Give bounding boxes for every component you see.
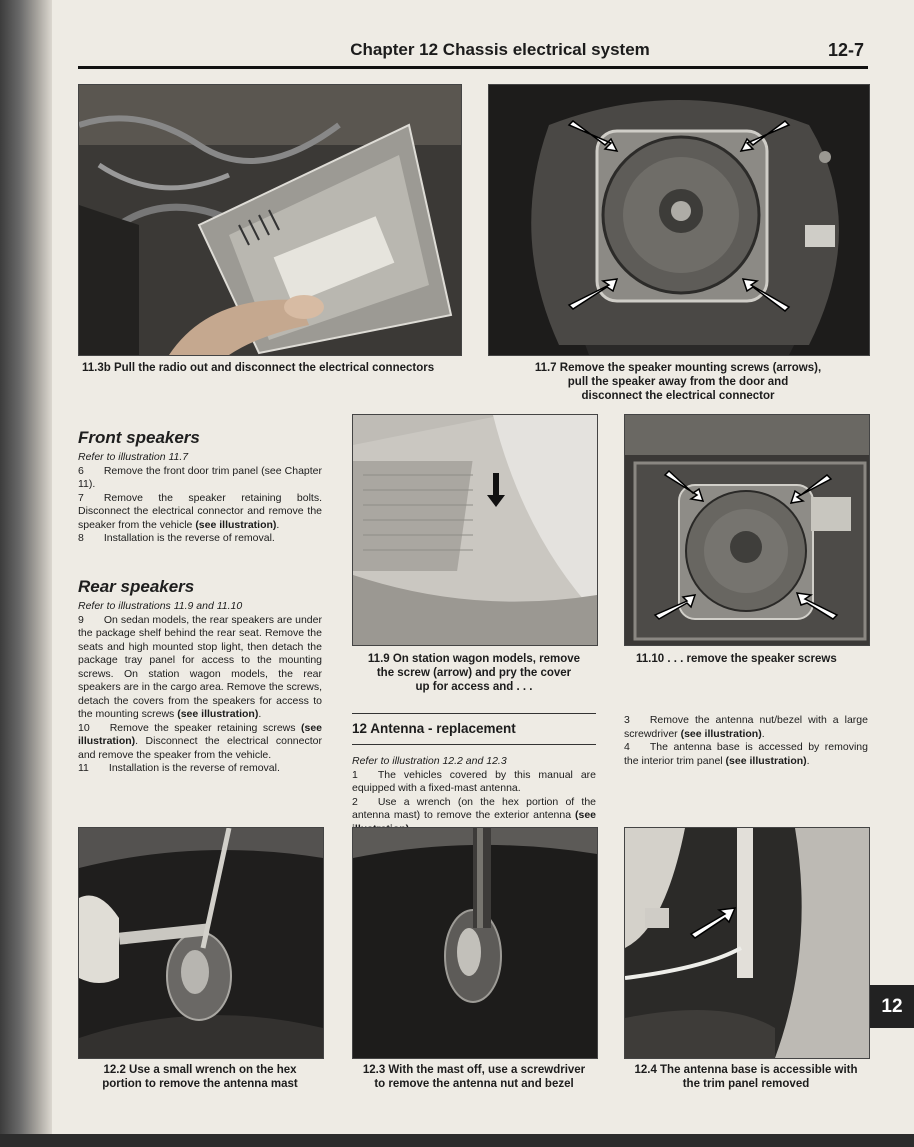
para-text: . <box>761 727 765 740</box>
photo-front-door-speaker <box>488 84 870 356</box>
illustration-ref: (see illustration) <box>78 721 322 747</box>
para-text: . <box>276 518 280 531</box>
photo-wagon-speaker-cover <box>352 414 598 646</box>
rear-speakers-body <box>78 600 322 776</box>
para-text: Installation is the reverse of removal. <box>103 532 275 544</box>
caption-line: disconnect the electrical connector <box>581 390 775 402</box>
section-rule-top <box>352 713 596 714</box>
illustration-ref: (see illustration) <box>177 708 259 720</box>
caption-line: 11.7 Remove the speaker mounting screws (arrows), <box>534 362 822 374</box>
illustration-ref: (see illustration) <box>680 727 762 740</box>
heading-rear-speakers: Rear speakers <box>78 577 195 596</box>
illustration-ref: (see <box>574 809 596 821</box>
photo-antenna-nut-screwdriver <box>352 827 598 1059</box>
para-number: 10 <box>78 721 90 734</box>
caption-11-10: 11.10 . . . remove the speaker screws <box>636 653 837 665</box>
caption-12-3 <box>352 1063 596 1091</box>
page-bottom-edge <box>0 1134 914 1147</box>
para-number: 7 <box>78 491 84 504</box>
front-speakers-ref: Refer to illustration 11.7 <box>78 451 189 463</box>
para-text: Remove the antenna nut/bezel with a large screwdriver <box>624 714 868 740</box>
caption-line: 12.2 Use a small wrench on the hex <box>103 1064 297 1076</box>
photo-antenna-base-interior <box>624 827 870 1059</box>
caption-line: to remove the antenna nut and bezel <box>374 1078 574 1090</box>
para-number: 2 <box>352 795 358 808</box>
caption-11-9 <box>352 652 596 694</box>
antenna-ref: Refer to illustration 12.2 and 12.3 <box>352 755 507 767</box>
para-text: Use a wrench (on the hex portion of the antenna mast) to remove the exterior antenna <box>352 795 596 821</box>
chapter-title: Chapter 12 Chassis electrical system <box>350 40 650 59</box>
caption-line: 12.4 The antenna base is accessible with <box>634 1064 858 1076</box>
section-title-antenna: 12 Antenna - replacement <box>352 721 516 736</box>
section-rule-bottom <box>352 744 596 745</box>
para-number: 11 <box>78 762 89 774</box>
caption-11-7 <box>488 361 868 403</box>
caption-line: the screw (arrow) and pry the cover <box>376 667 572 679</box>
para-number: 8 <box>78 532 84 544</box>
caption-line: up for access and . . . <box>415 681 533 693</box>
para-text: . <box>258 708 262 720</box>
antenna-body-col2 <box>624 714 868 768</box>
para-number: 1 <box>352 768 358 781</box>
header-rule <box>78 66 868 69</box>
front-speakers-body <box>78 451 322 546</box>
para-text: Remove the speaker retaining screws <box>109 721 301 734</box>
para-text: Installation is the reverse of removal. <box>108 762 280 774</box>
para-text: . Disconnect the electrical connector and remove the speaker from the vehicle. <box>78 735 322 761</box>
illustration-ref: (see illustration) <box>725 754 807 767</box>
rear-speakers-ref: Refer to illustrations 11.9 and 11.10 <box>78 600 243 612</box>
antenna-body-col1 <box>352 755 596 836</box>
para-text: . <box>806 754 810 767</box>
para-text: Remove the front door trim panel (see Chapter 11). <box>78 464 322 490</box>
caption-11-3b: 11.3b Pull the radio out and disconnect the electrical connectors <box>82 362 435 374</box>
caption-line: 11.9 On station wagon models, remove <box>367 653 581 665</box>
photo-antenna-mast-wrench <box>78 827 324 1059</box>
chapter-tab: 12 <box>870 985 914 1028</box>
caption-line: portion to remove the antenna mast <box>102 1078 298 1090</box>
para-text: Remove the speaker retaining bolts. Disconnect the electrical connector and remove the speaker from the vehicle <box>78 491 322 531</box>
photo-radio-removal <box>78 84 462 356</box>
page-number: 12-7 <box>828 40 865 60</box>
photo-rear-speaker-screws <box>624 414 870 646</box>
para-number: 3 <box>624 714 630 726</box>
page-binding-shadow <box>0 0 52 1147</box>
para-text: On sedan models, the rear speakers are under the package shelf behind the rear seat. Remove the seats and high mounted stop light, then detach the package tray panel for access to the mounting screws. On station wagon models, the rear speakers are in the cargo area. Remove the screws, detach the covers from the speakers for access to the mounting screws <box>78 613 322 720</box>
heading-front-speakers: Front speakers <box>78 428 200 447</box>
para-number: 6 <box>78 464 84 477</box>
illustration-ref: (see illustration) <box>195 518 277 531</box>
caption-12-4 <box>624 1063 868 1091</box>
para-number: 9 <box>78 613 84 626</box>
para-number: 4 <box>624 741 630 753</box>
caption-12-2 <box>78 1063 322 1091</box>
caption-line: pull the speaker away from the door and <box>567 376 789 388</box>
para-text: The antenna base is accessed by removing the interior trim panel <box>624 741 868 767</box>
caption-line: 12.3 With the mast off, use a screwdriver <box>362 1064 586 1076</box>
para-text: The vehicles covered by this manual are equipped with a fixed-mast antenna. <box>352 768 596 794</box>
caption-line: the trim panel removed <box>682 1078 810 1090</box>
